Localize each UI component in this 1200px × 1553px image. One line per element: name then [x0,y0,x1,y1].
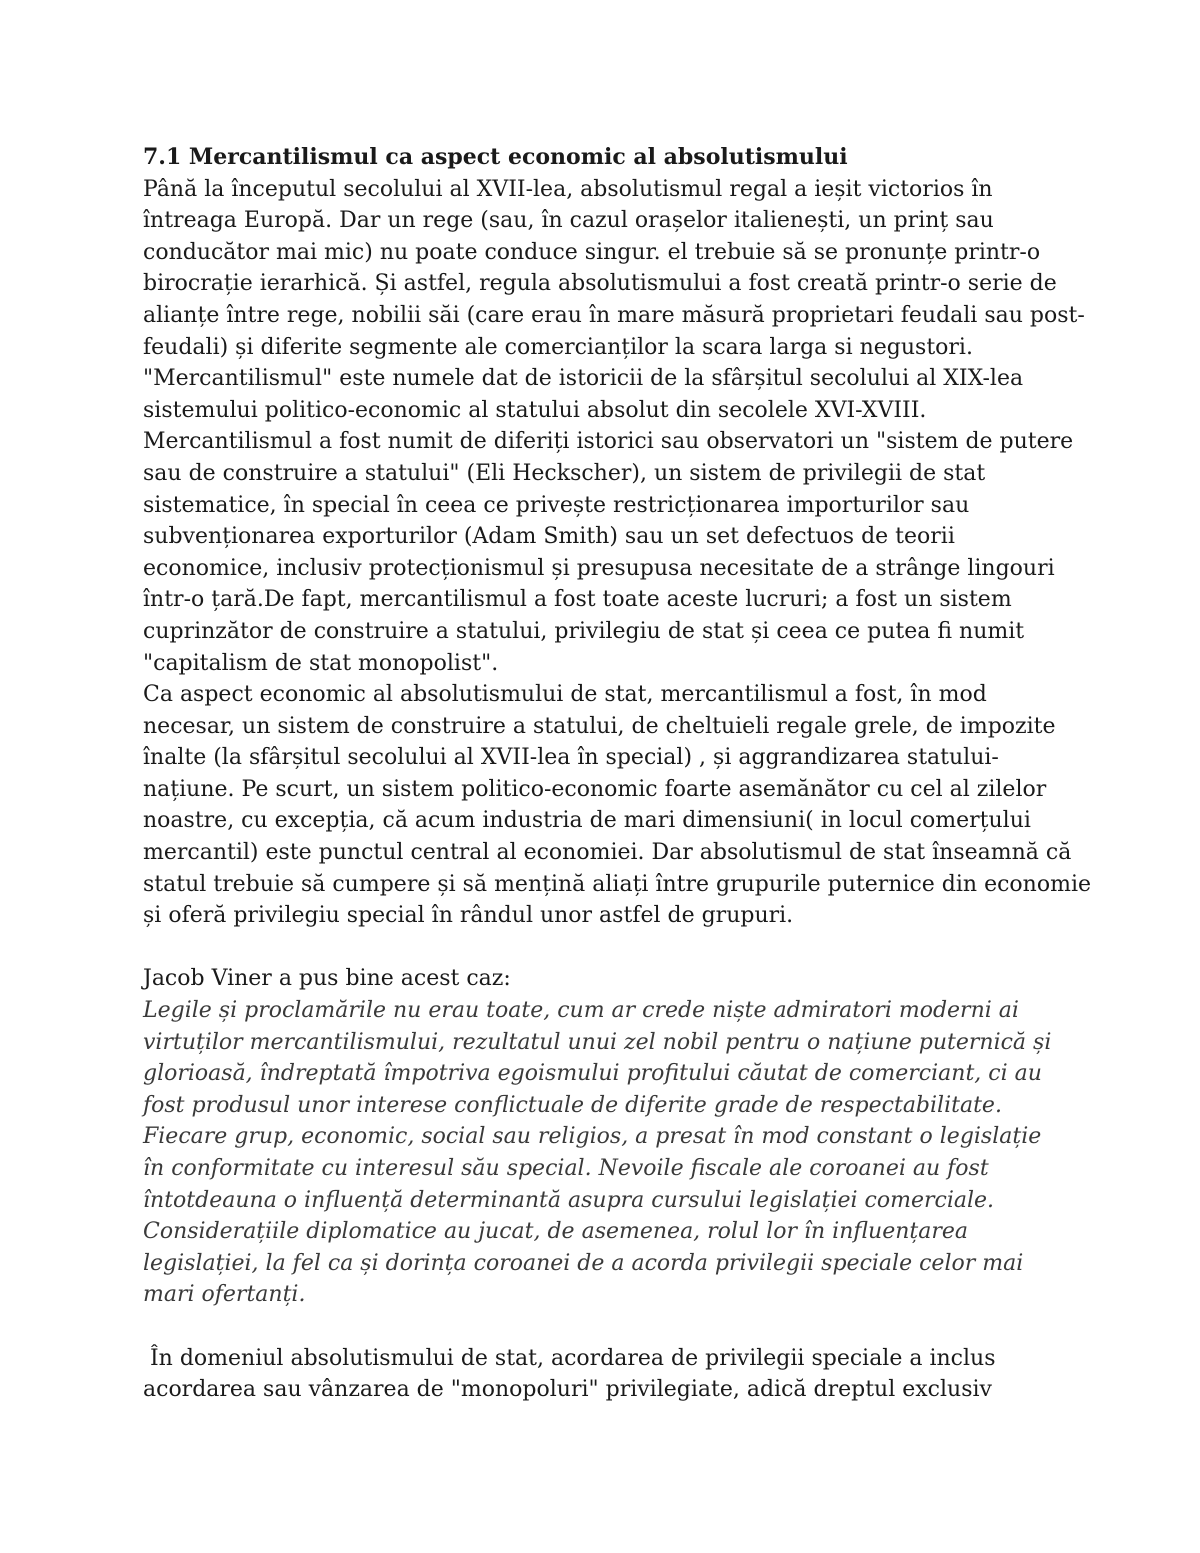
quote-line: fost produsul unor interese conflictuale de diferite grade de respectabilitate. [143,1092,1002,1118]
text-line: mercantil) este punctul central al economiei. Dar absolutismul de stat înseamnă că [143,840,1072,866]
text-line: cuprinzător de construire a statului, privilegiu de stat și ceea ce putea fi numit [143,618,1025,644]
quote-line: legislației, la fel ca și dorința coroanei de a acorda privilegii speciale celor mai [143,1250,1024,1276]
quote-line: întotdeauna o influență determinantă asupra cursului legislației comerciale. [143,1187,995,1213]
text-line: subvenționarea exporturilor (Adam Smith) sau un set defectuos de teorii [143,524,955,550]
text-line: noastre, cu excepția, că acum industria de mari dimensiuni( in locul comerțului [143,808,1031,834]
text-line: În domeniul absolutismului de stat, acordarea de privilegii speciale a inclus [143,1345,996,1371]
text-line: birocrație ierarhică. Și astfel, regula absolutismului a fost creată printr-o serie de [143,271,1057,297]
text-line: și oferă privilegiu special în rândul unor astfel de grupuri. [143,903,794,929]
paragraph-3 [143,1343,1073,1406]
text-line: Ca aspect economic al absolutismului de stat, mercantilismul a fost, în mod [143,682,987,708]
text-line: sistemului politico-economic al statului absolut din secolele XVI-XVIII. [143,397,927,423]
text-line: înalte (la sfârșitul secolului al XVII-lea în special) , și aggrandizarea statului- [143,745,999,771]
paragraph-1 [143,174,1085,680]
text-line: necesar, un sistem de construire a statului, de cheltuieli regale grele, de impozite [143,713,1056,739]
text-line: "Mercantilismul" este numele dat de istoricii de la sfârșitul secolului al XIX-lea [143,366,1024,392]
quote-intro: Jacob Viner a pus bine acest caz: [143,966,511,992]
text-line: sistematice, în special în ceea ce privește restricționarea importurilor sau [143,492,970,518]
quote-line: glorioasă, îndreptată împotriva egoismului profitului căutat de comerciant, ci au [143,1061,1042,1087]
section-title: 7.1 Mercantilismul ca aspect economic al absolutismului [143,144,848,170]
text-line: acordarea sau vânzarea de "monopoluri" privilegiate, adică dreptul exclusiv [143,1377,992,1403]
text-line: alianțe între rege, nobilii săi (care erau în mare măsură proprietari feudali sau post- [143,302,1085,328]
quote-line: în conformitate cu interesul său special. Nevoile fiscale ale coroanei au fost [143,1156,989,1181]
text-line: sau de construire a statului" (Eli Heckscher), un sistem de privilegii de stat [143,460,986,486]
paragraph-spacer [143,932,1073,964]
text-line: întreaga Europă. Dar un rege (sau, în cazul orașelor italienești, un prinț sau [143,208,994,234]
text-line: feudali) și diferite segmente ale comercianților la scara larga si negustori. [143,334,973,360]
text-line: conducător mai mic) nu poate conduce singur. el trebuie să se pronunțe printr-o [143,239,1041,265]
paragraph-spacer [143,1311,1073,1343]
text-line: "capitalism de stat monopolist". [143,650,499,676]
text-line: statul trebuie să cumpere și să mențină aliați între grupurile puternice din economie [143,871,1092,897]
block-quote [143,995,1073,1311]
text-line: Mercantilismul a fost numit de diferiți istorici sau observatori un "sistem de putere [143,429,1074,455]
document-page [143,142,1092,1406]
quote-line: Considerațiile diplomatice au jucat, de asemenea, rolul lor în influențarea [143,1219,968,1245]
quote-line: Legile și proclamările nu erau toate, cum ar crede niște admiratori moderni ai [143,998,1019,1024]
quote-line: virtuților mercantilismului, rezultatul unui zel nobil pentru o națiune puternică și [143,1029,1052,1055]
quote-line: mari ofertanți. [143,1282,306,1308]
text-line: într-o țară.De fapt, mercantilismul a fost toate aceste lucruri; a fost un sistem [143,587,1012,613]
paragraph-2 [143,679,1092,932]
quote-line: Fiecare grup, economic, social sau religios, a presat în mod constant o legislație [143,1124,1042,1150]
text-line: economice, inclusiv protecționismul și presupusa necesitate de a strânge lingouri [143,555,1055,581]
text-line: Până la începutul secolului al XVII-lea, absolutismul regal a ieșit victorios în [143,176,993,202]
text-line: națiune. Pe scurt, un sistem politico-economic foarte asemănător cu cel al zilelor [143,776,1047,802]
